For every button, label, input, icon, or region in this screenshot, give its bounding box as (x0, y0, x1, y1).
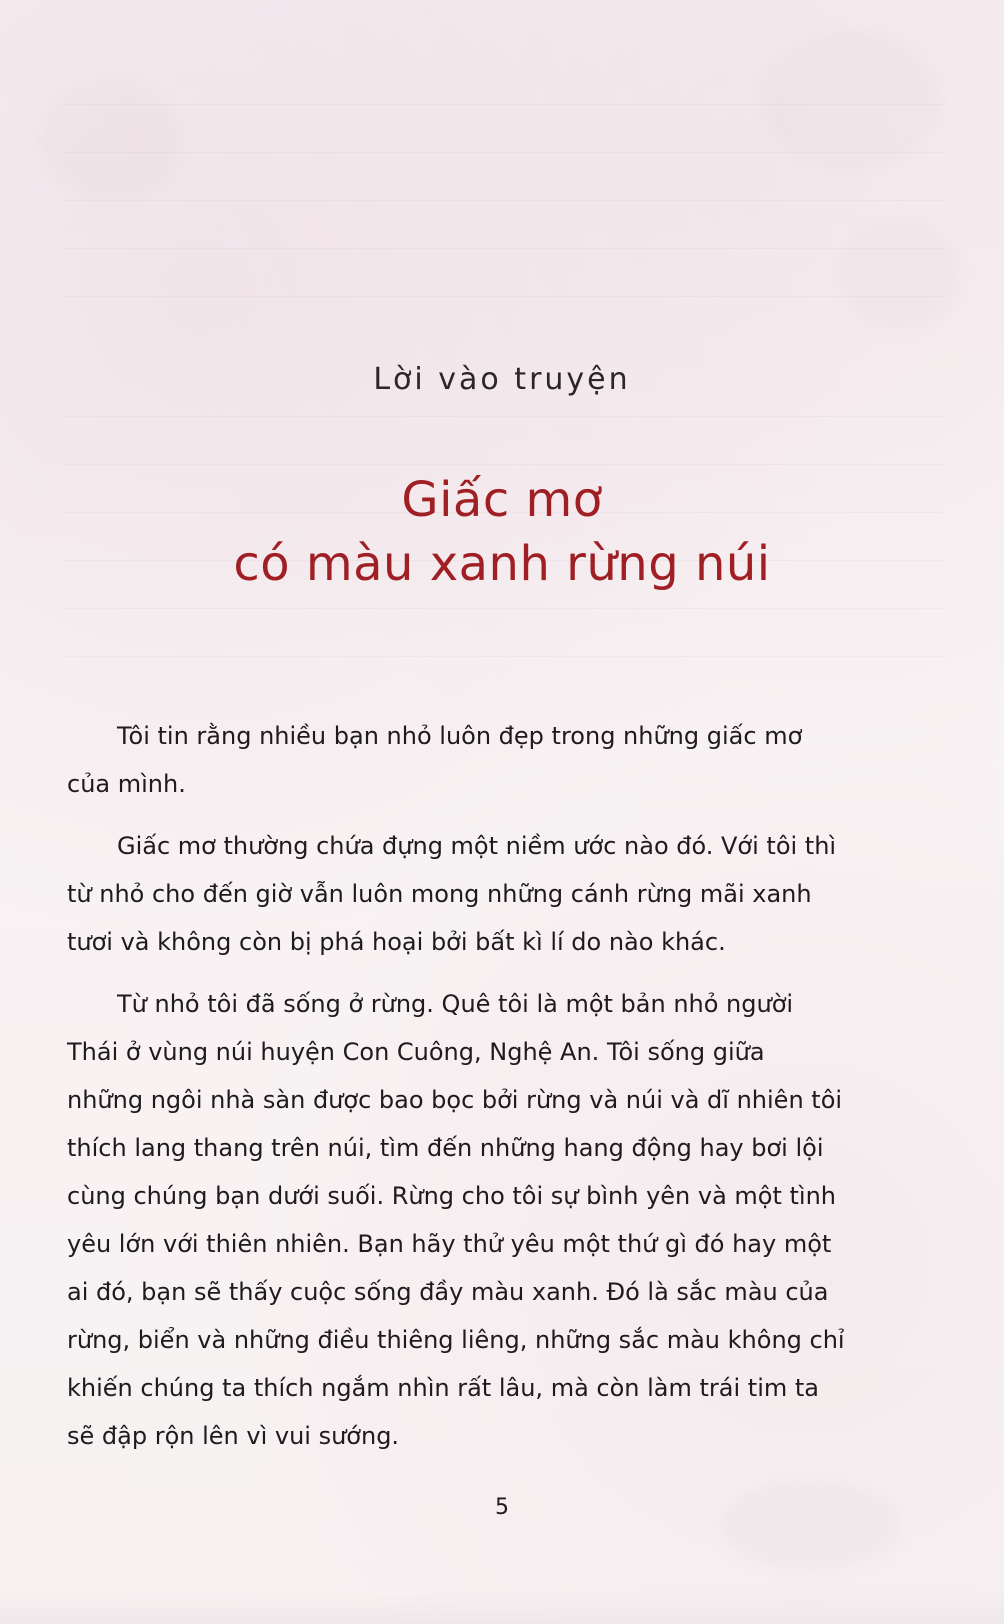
background-bleed-line (64, 296, 944, 297)
background-bleed-line (64, 608, 944, 609)
background-bleed-line (64, 416, 944, 417)
body-text (67, 712, 845, 1474)
page-title-line-1: Giấc mơ (401, 472, 603, 528)
background-bleed-shape (840, 220, 960, 330)
background-bleed-line (64, 656, 944, 657)
paragraph: Tôi tin rằng nhiều bạn nhỏ luôn đẹp trong những giấc mơ của mình. (67, 722, 803, 798)
page-title-line-2: có màu xanh rừng núi (233, 536, 771, 592)
background-bleed-line (64, 248, 944, 249)
page-bottom-edge (0, 1590, 1004, 1624)
page-title (0, 468, 1004, 596)
background-bleed-line (64, 200, 944, 201)
background-bleed-line (64, 464, 944, 465)
background-bleed-line (64, 104, 944, 105)
paragraph: Giấc mơ thường chứa đựng một niềm ước nào đó. Với tôi thì từ nhỏ cho đến giờ vẫn luôn mong những cánh rừng mãi xanh tươi và không còn bị phá hoại bởi bất kì lí do nào khác. (67, 832, 837, 956)
background-bleed-shape (760, 30, 940, 170)
paragraph: Từ nhỏ tôi đã sống ở rừng. Quê tôi là một bản nhỏ người Thái ở vùng núi huyện Con Cuông, Nghệ An. Tôi sống giữa những ngôi nhà sàn được bao bọc bởi rừng và núi và dĩ nhiên tôi thích lang thang trên núi, tìm đến những hang động hay bơi lội cùng chúng bạn dưới suối. Rừng cho tôi sự bình yên và một tình yêu lớn với thiên nhiên. Bạn hãy thử yêu một thứ gì đó hay một ai đó, bạn sẽ thấy cuộc sống đầy màu xanh. Đó là sắc màu của rừng, biển và những điều thiêng liêng, những sắc màu không chỉ khiến chúng ta thích ngắm nhìn rất lâu, mà còn làm trái tim ta sẽ đập rộn lên vì vui sướng. (67, 990, 845, 1450)
page-subtitle: Lời vào truyện (373, 362, 631, 397)
page-number: 5 (495, 1495, 509, 1520)
background-bleed-line (64, 152, 944, 153)
background-bleed-shape (720, 1480, 900, 1570)
background-bleed-shape (40, 80, 180, 200)
